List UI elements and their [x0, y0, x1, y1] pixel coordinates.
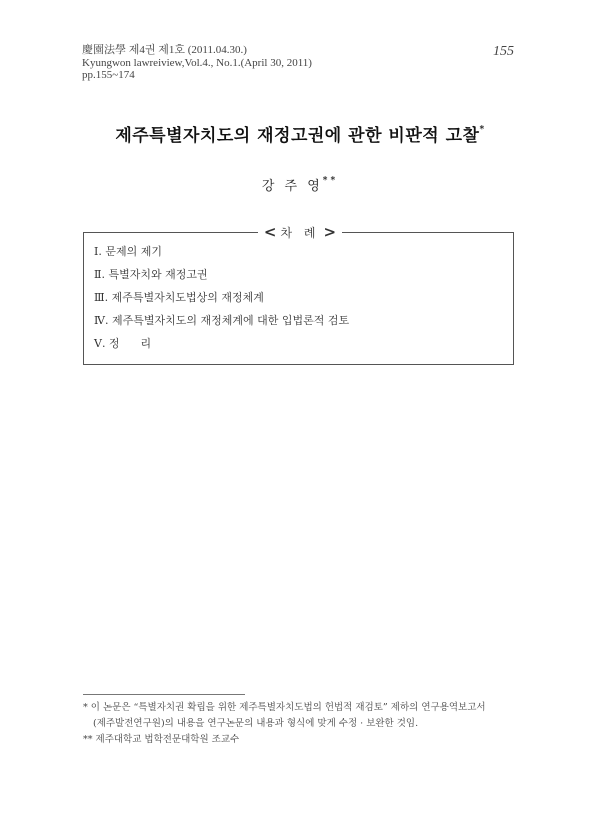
- toc-item-2: Ⅱ. 특별자치와 재정고권: [94, 268, 208, 281]
- author-line: [0, 175, 600, 194]
- footnote-2: ** 제주대학교 법학전문대학원 조교수: [83, 734, 240, 745]
- footnote-1-line-1: * 이 논문은 “특별자치권 확립을 위한 제주특별자치도법의 헌법적 재검토” 제하의 연구용역보고서: [83, 702, 486, 713]
- toc-item-5: Ⅴ. 정 리: [94, 337, 152, 350]
- author-footnote-mark: **: [322, 175, 339, 186]
- toc-item-3: Ⅲ. 제주특별자치도법상의 재정체계: [94, 291, 264, 304]
- footnotes: [83, 700, 523, 748]
- author-name: 강 주 영: [261, 179, 323, 194]
- page-range: pp.155~174: [82, 69, 135, 81]
- toc-right-bracket: >: [323, 223, 337, 241]
- title-footnote-mark: *: [479, 125, 485, 136]
- footnote-divider: [83, 694, 245, 695]
- toc-item-4: Ⅳ. 제주특별자치도의 재정체계에 대한 입법론적 검토: [94, 314, 350, 327]
- journal-citation-english: Kyungwon lawreiview,Vol.4., No.1.(April 30, 2011): [82, 56, 312, 69]
- journal-citation-korean: 慶園法學 제4권 제1호 (2011.04.30.): [82, 44, 247, 56]
- toc-label: 차 례: [280, 226, 320, 240]
- page-number: 155: [493, 44, 514, 59]
- footnote-1-line-2: (제주발전연구원)의 내용을 연구논문의 내용과 형식에 맞게 수정 · 보완한 것임.: [93, 718, 419, 729]
- paper-title: [0, 121, 600, 146]
- table-of-contents-list: [94, 244, 349, 359]
- paper-title-text: 제주특별자치도의 재정고권에 관한 비판적 고찰: [115, 126, 480, 146]
- toc-left-bracket: <: [263, 223, 277, 241]
- toc-item-1: Ⅰ. 문제의 제기: [94, 245, 162, 258]
- journal-header: [82, 44, 522, 82]
